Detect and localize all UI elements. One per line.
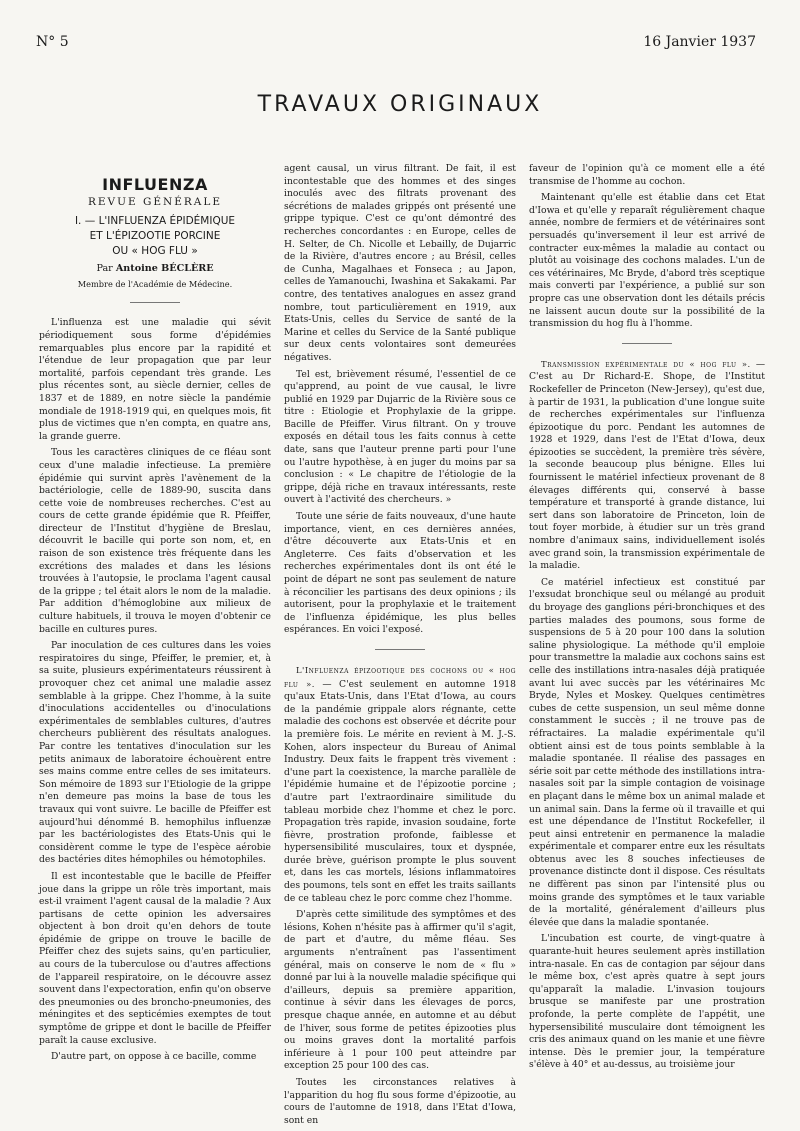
paragraph: Maintenant qu'elle est établie dans cet Etat d'Iowa et qu'elle y reparaît régulièrement chaque année, nombre de fermiers et de vétérinaires sont persuadés qu'inversement il leur est arrivé de contracter eux-mêmes la maladie au contact ou plutôt au voisinage des cochons malades. L'un de ces vétérinaires, Mc Bryde, d'abord très sceptique mais converti par l'expérience, a publié sur son propre cas une observation dont les détails précis ne laissent aucun doute sur la possibilité de la transmission du hog flu à l'homme. xyxy=(529,192,765,330)
paragraph-text: — C'est au Dr Richard-E. Shope, de l'Institut Rockefeller de Princeton (New-Jersey), qu'est due, à partir de 1931, la publication d'une longue suite de recherches expérimentales sur l'influenza épizootique du porc. Pendant les automnes de 1928 et 1929, dans l'est de l'Etat d'Iowa, deux épizooties se succèdent, la première très sévère, la seconde beaucoup plus bénigne. Elles lui fournissent le matériel infectieux provenant de 8 élevages différents qui, conservé à basse température et transporté à grande distance, lui sert dans son laboratoire de Princeton, loin de tout foyer morbide, à étudier sur un très grand nombre d'animaux sains, individuellement isolés avec grand soin, la transmission expérimentale de la maladie. xyxy=(529,358,766,572)
paragraph: Toute une série de faits nouveaux, d'une haute importance, vient, en ces dernières années, d'être découverte aux Etats-Unis et en Angleterre. Ces faits d'observation et les recherches expérimentales dont ils ont été le point de départ ne sont pas seulement de nature à réconcilier les partisans des deux opinions ; ils autorisent, pour la prophylaxie et le traitement de l'influenza épidémique, les plus belles espérances. En voici l'exposé. xyxy=(284,511,516,636)
paragraph: Toutes les circonstances relatives à l'apparition du hog flu sous forme d'épizootie, au cours de l'automne de 1918, dans l'Etat d'Iowa, sont en xyxy=(284,1076,516,1126)
divider xyxy=(375,649,425,650)
paragraph xyxy=(529,358,765,573)
paragraph: D'après cette similitude des symptômes et des lésions, Kohen n'hésite pas à affirmer qu'il s'agit, de part et d'autre, du même fléau. Ses arguments n'entraînent pas l'assentiment général, mais on conserve le nom de « flu » donné par lui à la nouvelle maladie spécifique qui d'ailleurs, depuis sa première apparition, continue à sévir dans les élevages de porcs, presque chaque année, en automne et au début de l'hiver, sous forme de petites épizooties plus ou moins graves dont la mortalité parfois inférieure à 1 pour 100 peut atteindre par exception 25 pour 100 des cas. xyxy=(284,909,516,1072)
column-1 xyxy=(39,163,271,1068)
author-name: Antoine BÉCLÈRE xyxy=(115,263,214,275)
author-affiliation: Membre de l'Académie de Médecine. xyxy=(77,278,233,289)
paragraph xyxy=(284,664,516,905)
section-heading: Transmission expérimentale du « hog flu ». xyxy=(541,358,751,369)
author-line xyxy=(39,263,271,276)
column-2 xyxy=(284,163,516,1131)
paragraph: Ce matériel infectieux est constitué par l'exsudat bronchique seul ou mélangé au produit du broyage des ganglions péri-bronchiques et des parties malades des poumons, sous forme de suspensions de 5 à 20 pour 100 dans la solution saline physiologique. La méthode qu'il emploie pour transmettre la maladie aux cochons sains est celle des instillations intra-nasales déjà pratiquée avant lui avec succès par les vétérinaires Mc Bryde, Nyles et Moskey. Quelques centimètres cubes de cette suspension, un seul même donne constamment le succès ; il ne trouve pas de réfractaires. La maladie expérimentale qu'il obtient ainsi est de tous points semblable à la maladie spontanée. Il réalise des passages en série soit par cette méthode des instillations intra-nasales soit par la simple contagion de voisinage en plaçant dans le même box un animal malade et un animal sain. Dans la ferme où il travaille et qui est une dépendance de l'Institut Rockefeller, il peut ainsi entretenir en permanence la maladie expérimentale et comparer entre eux les résultats obtenus avec les 8 souches infectieuses de provenance distincte dont il dispose. Ces résultats ne diffèrent pas sinon par l'intensité plus ou moins grande des symptômes et le taux variable de la mortalité, généralement d'ailleurs plus élevée que dans la maladie spontanée. xyxy=(529,576,765,928)
article-heading: I. — L'INFLUENZA ÉPIDÉMIQUE ET L'ÉPIZOOTIE PORCINE OU « HOG FLU » xyxy=(74,215,236,258)
article-title: INFLUENZA xyxy=(102,175,208,194)
divider xyxy=(622,343,672,344)
paragraph: Par inoculation de ces cultures dans les voies respiratoires du singe, Pfeiffer, le premier, et, à sa suite, plusieurs expérimentateurs réussirent à provoquer chez cet animal une maladie assez semblable à la grippe. Chez l'homme, à la suite d'inoculations accidentelles ou d'inoculations expérimentales de semblables cultures, d'autres chercheurs publièrent des résultats analogues. Par contre les tentatives d'inoculation sur les petits animaux de laboratoire échouèrent entre ses mains comme entre celles de ses imitateurs. Son mémoire de 1893 sur l'Etiologie de la grippe n'en demeure pas moins la base de tous les travaux qui vont suivre. Le bacille de Pfeiffer est aujourd'hui dénommé B. hemophilus influenzæ par les bactériologistes des Etats-Unis qui le considèrent comme le type de l'espèce aérobie des bactéries dites hémophiles ou hémotophiles. xyxy=(39,640,271,866)
paragraph: Tel est, brièvement résumé, l'essentiel de ce qu'apprend, au point de vue causal, le livre publié en 1929 par Dujarric de la Rivière sous ce titre : Etiologie et Prophylaxie de la grippe. Bacille de Pfeiffer. Virus filtrant. On y trouve exposés en détail tous les faits connus à cette date, sans que l'auteur prenne parti pour l'une ou l'autre hypothèse, à en juger du moins par sa conclusion : « Le chapitre de l'étiologie de la grippe, déjà riche en travaux intéressants, reste ouvert à l'activité des chercheurs. » xyxy=(284,368,516,506)
issue-number: N° 5 xyxy=(36,34,69,50)
section-title: TRAVAUX ORIGINAUX xyxy=(257,92,543,117)
divider xyxy=(130,302,180,303)
issue-date: 16 Janvier 1937 xyxy=(643,34,756,50)
paragraph: D'autre part, on oppose à ce bacille, comme xyxy=(51,1051,257,1063)
author-prefix: Par xyxy=(96,263,113,275)
paragraph: Il est incontestable que le bacille de Pfeiffer joue dans la grippe un rôle très important, mais est-il vraiment l'agent causal de la maladie ? Aux partisans de cette opinion les adversaires objectent à bon droit qu'en dehors de toute épidémie de grippe on trouve le bacille de Pfeiffer chez des sujets sains, qu'en particulier, au cours de la tuberculose ou d'autres affections de l'appareil respiratoire, on le découvre assez souvent dans l'expectoration, enfin qu'on observe des pneumonies ou des broncho-pneumonies, des méningites et des septicémies exemptes de tout symptôme de grippe et dont le bacille de Pfeiffer paraît la cause exclusive. xyxy=(39,870,271,1046)
paragraph: Tous les caractères cliniques de ce fléau sont ceux d'une maladie infectieuse. La première épidémie qui survint après l'avènement de la bactériologie, celle de 1889-90, suscita dans cette voie de nombreuses recherches. C'est au cours de cette grande épidémie que R. Pfeiffer, directeur de l'Institut d'hygiène de Breslau, découvrit le bacille qui porte son nom, et, en raison de son existence très fréquente dans les excrétions des malades et dans les lésions trouvées à l'autopsie, le proclama l'agent causal de la grippe ; tel était alors le nom de la maladie. Par addition d'hémoglobine aux milieux de culture habituels, il trouva le moyen d'obtenir ce bacille en cultures pures. xyxy=(39,447,271,635)
paragraph: L'influenza est une maladie qui sévit périodiquement sous forme d'épidémies remarquables plus encore par la rapidité et l'étendue de leur propagation que par leur mortalité, parfois cependant très grande. Les plus récentes sont, au siècle dernier, celles de 1837 et de 1889, en notre siècle la pandémie mondiale de 1918-1919 qui, en quelques mois, fit plus de victimes que n'en compta, en quatre ans, la grande guerre. xyxy=(39,317,271,442)
article-subtitle: REVUE GÉNÉRALE xyxy=(87,195,223,208)
paragraph-text: — C'est seulement en automne 1918 qu'aux Etats-Unis, dans l'Etat d'Iowa, au cours de la pandémie grippale alors régnante, cette maladie des cochons est observée et décrite pour la première fois. Le mérite en revient à M. J.-S. Kohen, alors inspecteur du Bureau of Animal Industry. Deux faits le frappent très vivement : d'une part la coexistence, la marche parallèle de l'épidémie humaine et de l'épizootie porcine ; d'autre part l'extraordinaire similitude du tableau morbide chez l'homme et chez le porc. Propagation très rapide, invasion soudaine, forte fièvre, prostration profonde, faiblesse et hypersensibilité musculaires, toux et dyspnée, durée brève, guérison prompte le plus souvent et, dans les cas mortels, lésions inflammatoires des poumons, tels sont en effet les traits saillants de ce tableau chez le porc comme chez l'homme. xyxy=(284,678,516,904)
paragraph: agent causal, un virus filtrant. De fait, il est incontestable que des hommes et des singes inoculés avec des filtrats provenant des sécrétions de malades grippés ont présenté une grippe typique. C'est ce qu'ont démontré des recherches concordantes : en Europe, celles de H. Selter, de Ch. Nicolle et Lebailly, de Dujarric de la Rivière, d'autres encore ; au Brésil, celles de Cunha, Magalhaes et Fonseca ; au Japon, celles de Yamanouchi, Iwashina et Sakakami. Par contre, des tentatives analogues en assez grand nombre, tout particulièrement en 1919, aux Etats-Unis, celles du Service de santé de la Marine et celles du Service de la Santé publique sur deux cents volontaires sont demeurées négatives. xyxy=(284,163,516,363)
paragraph: faveur de l'opinion qu'à ce moment elle a été transmise de l'homme au cochon. xyxy=(529,163,765,187)
section-heading: L'Influenza épizootique des cochons ou « hog flu ». xyxy=(284,664,516,689)
column-3 xyxy=(529,163,765,1076)
paragraph: L'incubation est courte, de vingt-quatre à quarante-huit heures seulement après instillation intra-nasale. En cas de contagion par séjour dans le même box, c'est après quatre à sept jours qu'apparaît la maladie. L'invasion toujours brusque se manifeste par une prostration profonde, la perte complète de l'appétit, une hypersensibilité musculaire dont témoignent les cris des animaux quand on les manie et une fièvre intense. Dès le premier jour, la température s'élève à 40° et au-dessus, au troisième jour xyxy=(529,933,765,1071)
